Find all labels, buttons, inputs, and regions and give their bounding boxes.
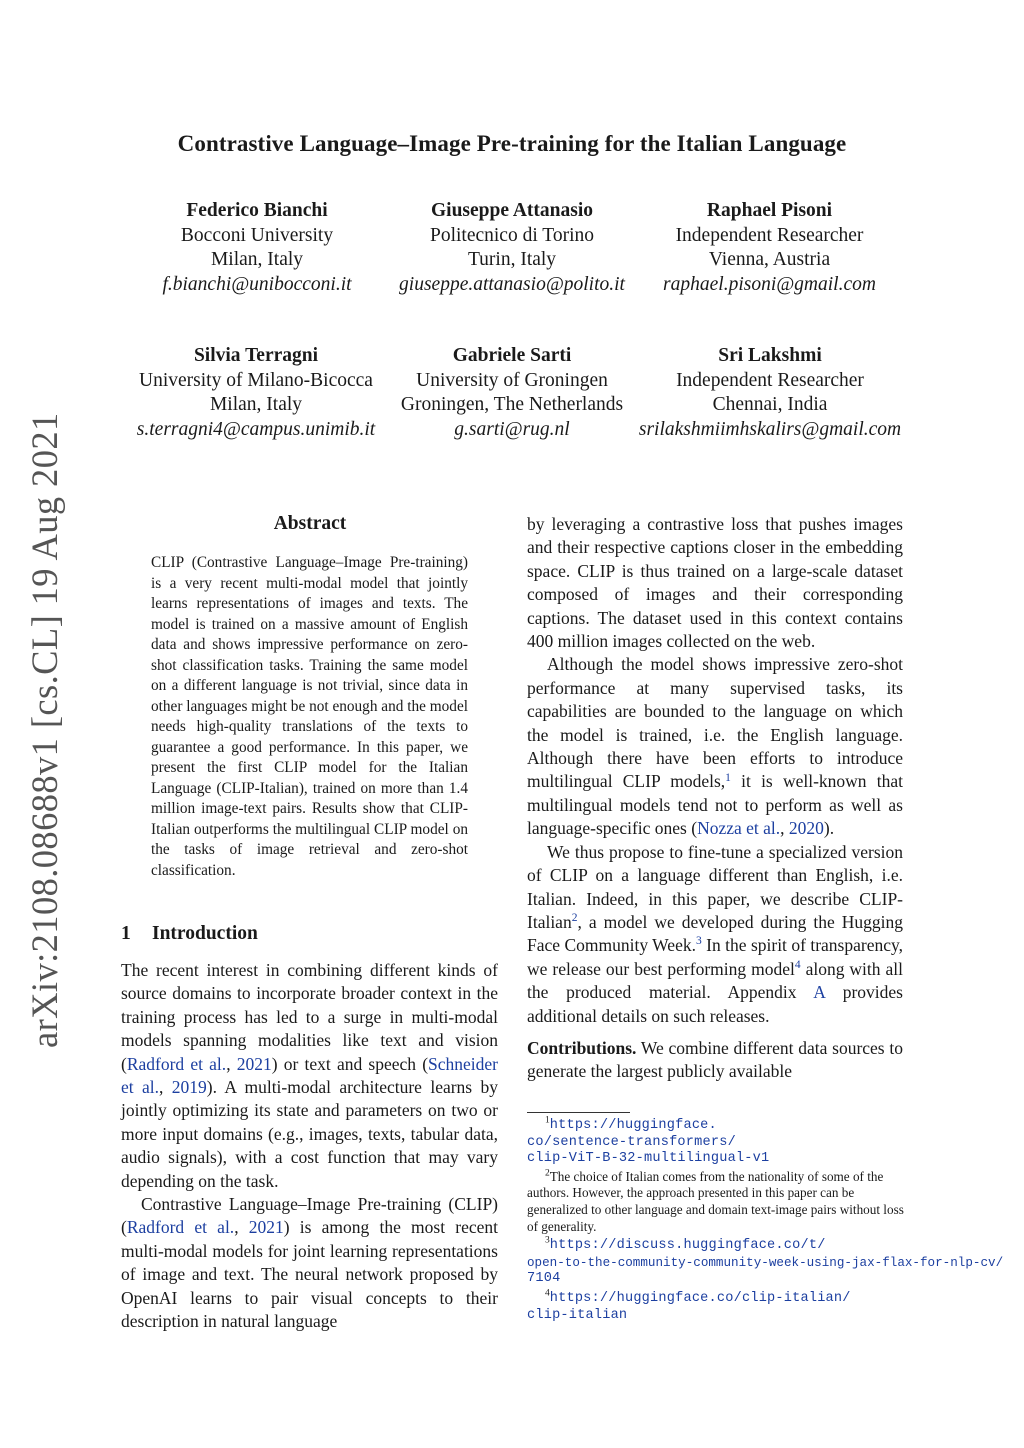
contributions-label: Contributions. xyxy=(527,1037,637,1058)
footnote-url[interactable]: co/sentence-transformers/ xyxy=(527,1134,736,1150)
citation-year-link[interactable]: 2019 xyxy=(171,1077,207,1098)
paragraph: by leveraging a contrastive loss that pushes images and their respective captions closer in the embedding space. CLIP is thus trained on a large-scale dataset composed of images and their corresponding captions. The dataset used in this context contains 400 million images collected on the web. xyxy=(527,514,903,652)
author-email[interactable]: giuseppe.attanasio@polito.it xyxy=(399,273,625,295)
author-location: Chennai, India xyxy=(712,394,828,415)
abstract-text: CLIP (Contrastive Language–Image Pre-training) is a very recent multi-modal model that jointly learns representations of images and texts. The model is trained on a massive amount of English data and shows impressive performance on zero-shot classification tasks. Training the same model on a different language is not trivial, since data in other languages might be not enough and the model needs high-quality translations of the texts to guarantee a good performance. In this paper, we present the first CLIP model for the Italian Language (CLIP-Italian), trained on more than 1.4 million image-text pairs. Results show that CLIP-Italian outperforms the multilingual CLIP model on the tasks of image retrieval and zero-shot classification. xyxy=(151,554,468,879)
author-name: Giuseppe Attanasio xyxy=(431,200,593,221)
author-name: Silvia Terragni xyxy=(193,345,319,366)
footnote-mark: 2 xyxy=(545,1168,550,1179)
author-affiliation: Independent Researcher xyxy=(675,224,864,246)
author-email[interactable]: srilakshmiimhskalirs@gmail.com xyxy=(638,418,902,440)
footnote-mark: 3 xyxy=(545,1235,550,1246)
footnotes xyxy=(527,1115,1004,1324)
footnote xyxy=(527,1116,907,1168)
section-heading xyxy=(121,923,258,945)
section-title: Introduction xyxy=(152,923,258,944)
author-email[interactable]: raphael.pisoni@gmail.com xyxy=(663,273,876,295)
paragraph: The recent interest in combining different kinds of source domains to incorporate broader context in the training process has led to a surge in multi-modal models spanning modalities like text and vision (Radford et al., 2021) or text and speech (Schneider et al., 2019). A multi-modal architecture learns by jointly optimizing its state and parameters on two or more input domains (e.g., images, texts, tabular data, audio signals), with a cost function that may vary depending on the task. xyxy=(121,960,499,1191)
footnote-url[interactable]: https://discuss.huggingface.co/t/ xyxy=(549,1238,826,1254)
author-name: Sri Lakshmi xyxy=(718,345,822,366)
paragraph: Although the model shows impressive zero-shot performance at many supervised tasks, its capabilities are bounded to the language on which the model is trained, i.e. the English language. Although there have been efforts to introduce multilingual CLIP models,$^1$ it is well-known that multilingual models tend not to perform as well as language-specific ones (Nozza et al., 2020). xyxy=(527,654,903,839)
appendix-link[interactable]: A xyxy=(813,982,825,1003)
footnote-url[interactable]: https://huggingface. xyxy=(549,1118,717,1133)
paragraph: Contrastive Language–Image Pre-training (CLIP) (Radford et al., 2021) is among the most recent multi-modal models for joint learning representations of image and text. The neural network proposed by OpenAI learns to pair visual concepts to their description in natural language xyxy=(121,1194,498,1332)
author-email[interactable]: s.terragni4@campus.unimib.it xyxy=(136,418,376,440)
author-affiliation: Bocconi University xyxy=(180,224,334,246)
paragraph: Contributions. We combine different data sources to generate the largest publicly available xyxy=(527,1037,903,1082)
citation-link[interactable]: Schneider et al. xyxy=(121,1053,499,1098)
citation-link[interactable]: Radford et al. xyxy=(126,1053,227,1074)
author-block xyxy=(382,199,642,297)
citation-year-link[interactable]: 2021 xyxy=(248,1217,284,1238)
author-block xyxy=(625,344,915,442)
footnote-url[interactable]: clip-italian xyxy=(527,1307,628,1323)
footnote-url[interactable]: clip-ViT-B-32-multilingual-v1 xyxy=(527,1151,770,1167)
footnote xyxy=(527,1169,907,1235)
footnote-text: The choice of Italian comes from the nationality of some of the authors. However, the approach presented in this paper can be generalized to other language and domain text-image pairs without loss of generality. xyxy=(527,1168,904,1234)
author-block xyxy=(387,344,637,442)
author-affiliation: Politecnico di Torino xyxy=(429,224,594,246)
footnote-url[interactable]: https://huggingface.co/clip-italian/ xyxy=(549,1290,851,1306)
arxiv-identifier[interactable]: arXiv:2108.08688v1 [cs.CL] 19 Aug 2021 xyxy=(24,412,65,1048)
author-location: Milan, Italy xyxy=(210,249,304,270)
author-affiliation: Independent Researcher xyxy=(676,369,864,391)
author-name: Federico Bianchi xyxy=(186,200,328,221)
abstract-heading: Abstract xyxy=(273,513,347,534)
citation-year-link[interactable]: 2021 xyxy=(236,1053,272,1074)
footnote xyxy=(527,1235,1004,1288)
author-block xyxy=(137,199,377,297)
footnote-marker-link[interactable]: 2 xyxy=(571,912,578,925)
section-number: 1 xyxy=(121,923,131,944)
author-affiliation: University of Groningen xyxy=(416,369,608,391)
citation-year-link[interactable]: 2020 xyxy=(788,818,824,839)
author-location: Groningen, The Netherlands xyxy=(400,394,624,415)
author-block xyxy=(125,344,387,442)
author-location: Milan, Italy xyxy=(209,394,303,415)
citation-link[interactable]: Nozza et al. xyxy=(697,818,781,839)
footnote-url[interactable]: open-to-the-community-community-week-using-jax-flax-for-nlp-cv/ xyxy=(527,1255,1004,1270)
author-email[interactable]: g.sarti@rug.nl xyxy=(454,418,570,440)
paper-title: Contrastive Language–Image Pre-training for the Italian Language xyxy=(177,131,847,156)
author-email[interactable]: f.bianchi@unibocconi.it xyxy=(162,273,352,295)
right-column xyxy=(527,513,903,1084)
footnote-url[interactable]: 7104 xyxy=(527,1271,561,1287)
author-name: Gabriele Sarti xyxy=(452,345,572,366)
author-name: Raphael Pisoni xyxy=(706,200,833,221)
footnote-marker-link[interactable]: 1 xyxy=(725,771,731,784)
citation-link[interactable]: Radford et al. xyxy=(126,1217,235,1238)
author-block xyxy=(647,199,892,297)
footnote-divider xyxy=(527,1112,630,1113)
author-location: Turin, Italy xyxy=(467,249,557,270)
footnote-mark: 1 xyxy=(545,1115,550,1126)
footnote-marker-link[interactable]: 3 xyxy=(695,935,702,948)
author-location: Vienna, Austria xyxy=(708,249,831,270)
footnote xyxy=(527,1289,907,1324)
left-column xyxy=(121,959,498,1334)
paragraph: We thus propose to fine-tune a specialized version of CLIP on a language different than English, i.e. Italian. Indeed, in this paper, we describe CLIP-Italian$^2$, a model we developed during the Hugging Face Community Week.$^3$ In the spirit of transparency, we release our best performing model$^4$ along with all the produced material. Appendix A provides additional details on such releases. xyxy=(527,841,904,1026)
author-affiliation: University of Milano-Bicocca xyxy=(139,369,373,391)
footnote-mark: 4 xyxy=(545,1288,550,1299)
footnote-marker-link[interactable]: 4 xyxy=(794,958,801,971)
